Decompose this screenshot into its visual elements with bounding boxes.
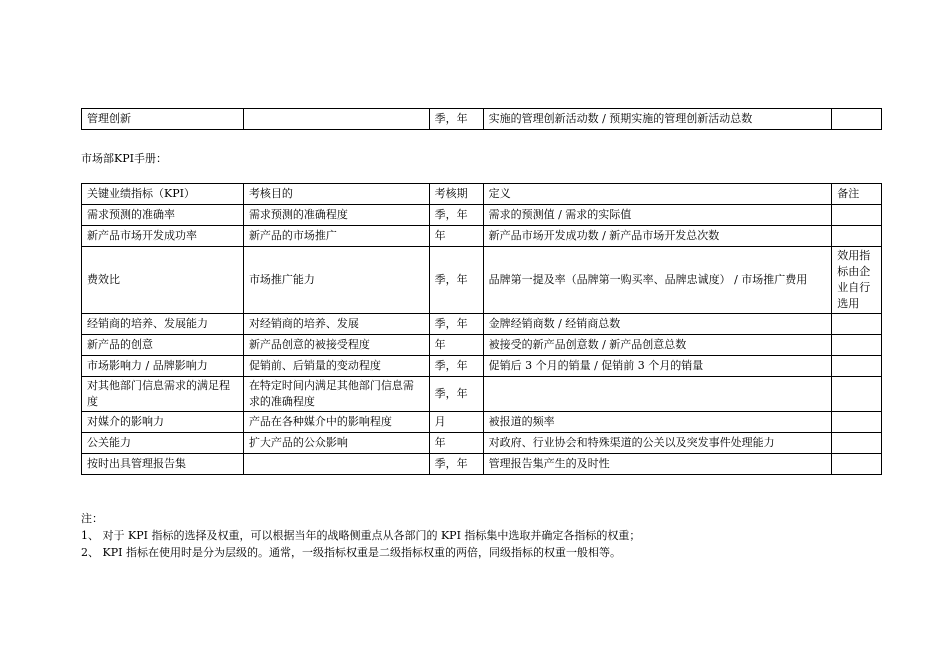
purpose-cell: 扩大产品的公众影响 <box>243 433 429 454</box>
table-row <box>82 377 882 412</box>
remark-cell: 效用指标由企业自行选用 <box>832 247 882 314</box>
period-cell: 年 <box>429 335 483 356</box>
definition-cell: 管理报告集产生的及时性 <box>483 454 832 475</box>
remark-cell <box>832 377 882 412</box>
period-cell: 月 <box>429 412 483 433</box>
notes <box>81 510 640 561</box>
definition-cell: 被报道的频率 <box>483 412 832 433</box>
purpose-cell <box>243 454 429 475</box>
table-row <box>82 412 882 433</box>
kpi-name-cell: 新产品市场开发成功率 <box>82 226 244 247</box>
period-cell: 季，年 <box>429 377 483 412</box>
table-header-row <box>82 184 882 205</box>
definition-cell: 促销后 3 个月的销量 / 促销前 3 个月的销量 <box>483 356 832 377</box>
remark-cell <box>832 226 882 247</box>
purpose-cell: 在特定时间内满足其他部门信息需求的准确程度 <box>243 377 429 412</box>
definition-cell: 新产品市场开发成功数 / 新产品市场开发总次数 <box>483 226 832 247</box>
definition-cell: 品牌第一提及率（品牌第一购买率、品牌忠诚度） / 市场推广费用 <box>483 247 832 314</box>
purpose-cell: 市场推广能力 <box>243 247 429 314</box>
remark-cell <box>832 205 882 226</box>
section-title: 市场部KPI手册： <box>81 152 167 165</box>
purpose-cell: 产品在各种媒介中的影响程度 <box>243 412 429 433</box>
period-cell: 年 <box>429 433 483 454</box>
purpose-cell: 促销前、后销量的变动程度 <box>243 356 429 377</box>
period-cell: 季，年 <box>429 356 483 377</box>
purpose-cell: 新产品的市场推广 <box>243 226 429 247</box>
kpi-table <box>81 183 882 475</box>
kpi-name-cell: 经销商的培养、发展能力 <box>82 314 244 335</box>
table-row <box>82 247 882 314</box>
kpi-name-cell: 公关能力 <box>82 433 244 454</box>
column-header: 考核期 <box>429 184 483 205</box>
period-cell: 季，年 <box>429 454 483 475</box>
column-header: 考核目的 <box>243 184 429 205</box>
table-row <box>82 433 882 454</box>
table-row <box>82 335 882 356</box>
remark-cell <box>832 109 882 130</box>
column-header: 关键业绩指标（KPI） <box>82 184 244 205</box>
table-row <box>82 454 882 475</box>
note-item-1: 1、 对于 KPI 指标的选择及权重，可以根据当年的战略侧重点从各部门的 KPI 指标集中选取并确定各指标的权重； <box>81 529 641 542</box>
period-cell: 季，年 <box>429 205 483 226</box>
definition-cell: 被接受的新产品创意数 / 新产品创意总数 <box>483 335 832 356</box>
kpi-name-cell: 新产品的创意 <box>82 335 244 356</box>
remark-cell <box>832 433 882 454</box>
period-cell: 季，年 <box>429 109 483 130</box>
kpi-name-cell: 市场影响力 / 品牌影响力 <box>82 356 244 377</box>
table-row <box>82 109 882 130</box>
table-row <box>82 205 882 226</box>
kpi-name-cell: 对媒介的影响力 <box>82 412 244 433</box>
period-cell: 季，年 <box>429 314 483 335</box>
purpose-cell: 新产品创意的被接受程度 <box>243 335 429 356</box>
period-cell: 季，年 <box>429 247 483 314</box>
definition-cell: 实施的管理创新活动数 / 预期实施的管理创新活动总数 <box>483 109 832 130</box>
remark-cell <box>832 335 882 356</box>
kpi-name-cell: 按时出具管理报告集 <box>82 454 244 475</box>
kpi-name-cell: 费效比 <box>82 247 244 314</box>
purpose-cell: 对经销商的培养、发展 <box>243 314 429 335</box>
definition-cell: 金牌经销商数 / 经销商总数 <box>483 314 832 335</box>
notes-heading: 注： <box>81 512 103 525</box>
remark-cell <box>832 314 882 335</box>
purpose-cell <box>243 109 429 130</box>
table-row <box>82 314 882 335</box>
table-row <box>82 226 882 247</box>
remark-cell <box>832 412 882 433</box>
kpi-name-cell: 对其他部门信息需求的满足程度 <box>82 377 244 412</box>
table-row <box>82 356 882 377</box>
purpose-cell: 需求预测的准确程度 <box>243 205 429 226</box>
period-cell: 年 <box>429 226 483 247</box>
definition-cell <box>483 377 832 412</box>
note-item-2: 2、 KPI 指标在使用时是分为层级的。通常，一级指标权重是二级指标权重的两倍，同级指标的权重一般相等。 <box>81 546 621 559</box>
remark-cell <box>832 454 882 475</box>
remark-cell <box>832 356 882 377</box>
column-header: 备注 <box>832 184 882 205</box>
kpi-name-cell: 管理创新 <box>82 109 244 130</box>
definition-cell: 对政府、行业协会和特殊渠道的公关以及突发事件处理能力 <box>483 433 832 454</box>
management-innovation-table <box>81 108 882 130</box>
kpi-name-cell: 需求预测的准确率 <box>82 205 244 226</box>
column-header: 定义 <box>483 184 832 205</box>
definition-cell: 需求的预测值 / 需求的实际值 <box>483 205 832 226</box>
